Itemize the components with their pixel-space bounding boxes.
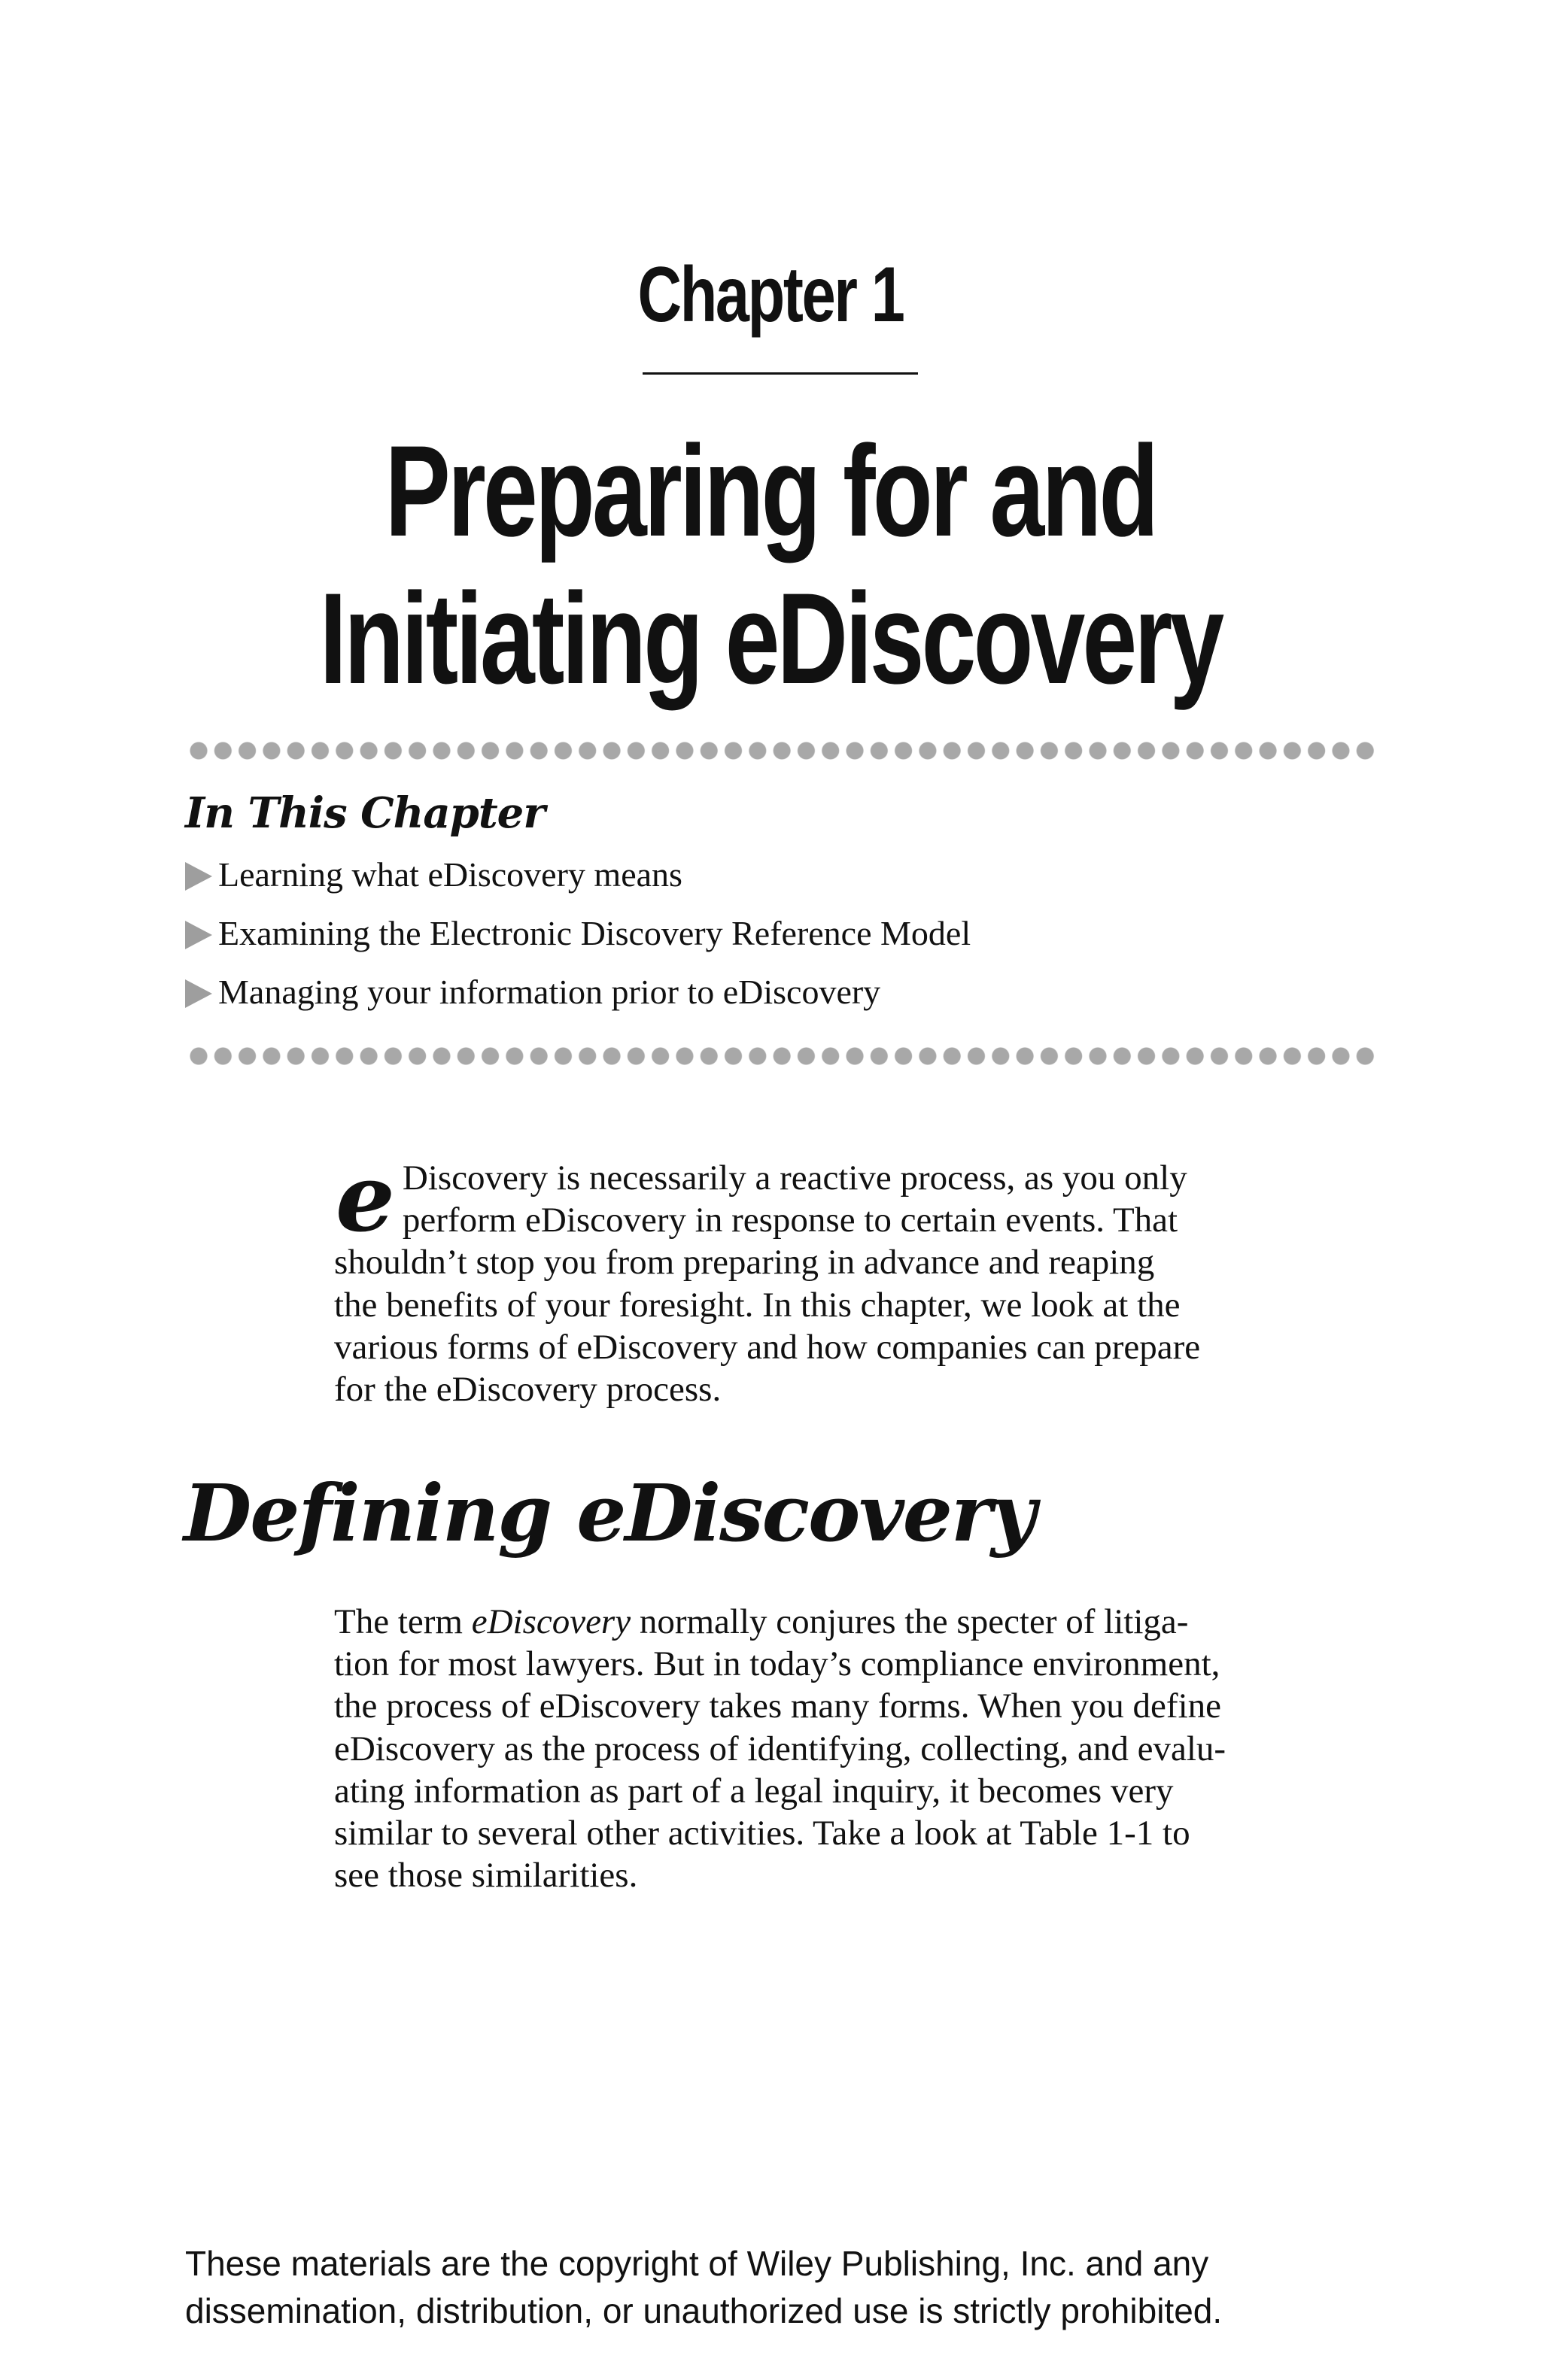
triangle-bullet-icon bbox=[185, 979, 212, 1008]
copyright-line: These materials are the copyright of Wiley Publishing, Inc. and any bbox=[185, 2244, 1209, 2283]
section-line-text: normally conjures the specter of litiga- bbox=[631, 1602, 1189, 1641]
intro-line: various forms of eDiscovery and how companies can prepare bbox=[334, 1327, 1201, 1367]
intro-line: for the eDiscovery process. bbox=[334, 1370, 722, 1410]
section-line: the process of eDiscovery takes many forms. When you define bbox=[334, 1686, 1221, 1726]
dotted-divider-top bbox=[188, 740, 1378, 761]
copyright-line: dissemination, distribution, or unauthorized use is strictly prohibited. bbox=[185, 2291, 1223, 2330]
list-item-text: Managing your information prior to eDiscovery bbox=[218, 973, 881, 1011]
section-heading: Defining eDiscovery bbox=[184, 1467, 1035, 1559]
chapter-rule bbox=[643, 372, 918, 375]
section-line bbox=[334, 1601, 1395, 1643]
chapter-label: Chapter 1 bbox=[637, 251, 904, 338]
list-item-text: Learning what eDiscovery means bbox=[218, 855, 682, 894]
chapter-title-line-1: Preparing for and bbox=[384, 419, 1157, 563]
intro-line: perform eDiscovery in response to certain events. That bbox=[402, 1201, 1178, 1240]
triangle-bullet-icon bbox=[185, 862, 212, 891]
section-line: eDiscovery as the process of identifying, collecting, and evalu- bbox=[334, 1729, 1226, 1768]
list-item bbox=[185, 909, 971, 967]
section-line: similar to several other activities. Take a look at Table 1-1 to bbox=[334, 1814, 1190, 1853]
section-line-text: The term bbox=[334, 1602, 472, 1641]
intro-line: the benefits of your foresight. In this chapter, we look at the bbox=[334, 1285, 1181, 1325]
list-item bbox=[185, 850, 971, 909]
section-line: ating information as part of a legal inquiry, it becomes very bbox=[334, 1771, 1174, 1811]
copyright-notice bbox=[185, 2240, 1222, 2335]
list-item-text: Examining the Electronic Discovery Reference Model bbox=[218, 914, 971, 952]
in-this-chapter-heading: In This Chapter bbox=[185, 788, 545, 838]
triangle-bullet-icon bbox=[185, 921, 212, 949]
intro-line: shouldn’t stop you from preparing in advance and reaping bbox=[334, 1243, 1155, 1283]
italic-term: eDiscovery bbox=[471, 1602, 631, 1641]
chapter-title-line-2: Initiating eDiscovery bbox=[319, 566, 1222, 711]
dotted-divider-bottom bbox=[188, 1046, 1378, 1067]
list-item bbox=[185, 967, 971, 1026]
intro-line: Discovery is necessarily a reactive process, as you only bbox=[402, 1158, 1187, 1198]
section-line: tion for most lawyers. But in today’s compliance environment, bbox=[334, 1644, 1220, 1684]
intro-paragraph bbox=[334, 1144, 1388, 1410]
drop-cap: e bbox=[336, 1144, 395, 1253]
in-this-chapter-list bbox=[185, 850, 971, 1026]
section-paragraph bbox=[334, 1601, 1395, 1896]
chapter-title bbox=[185, 417, 1356, 712]
section-line: see those similarities. bbox=[334, 1856, 638, 1896]
